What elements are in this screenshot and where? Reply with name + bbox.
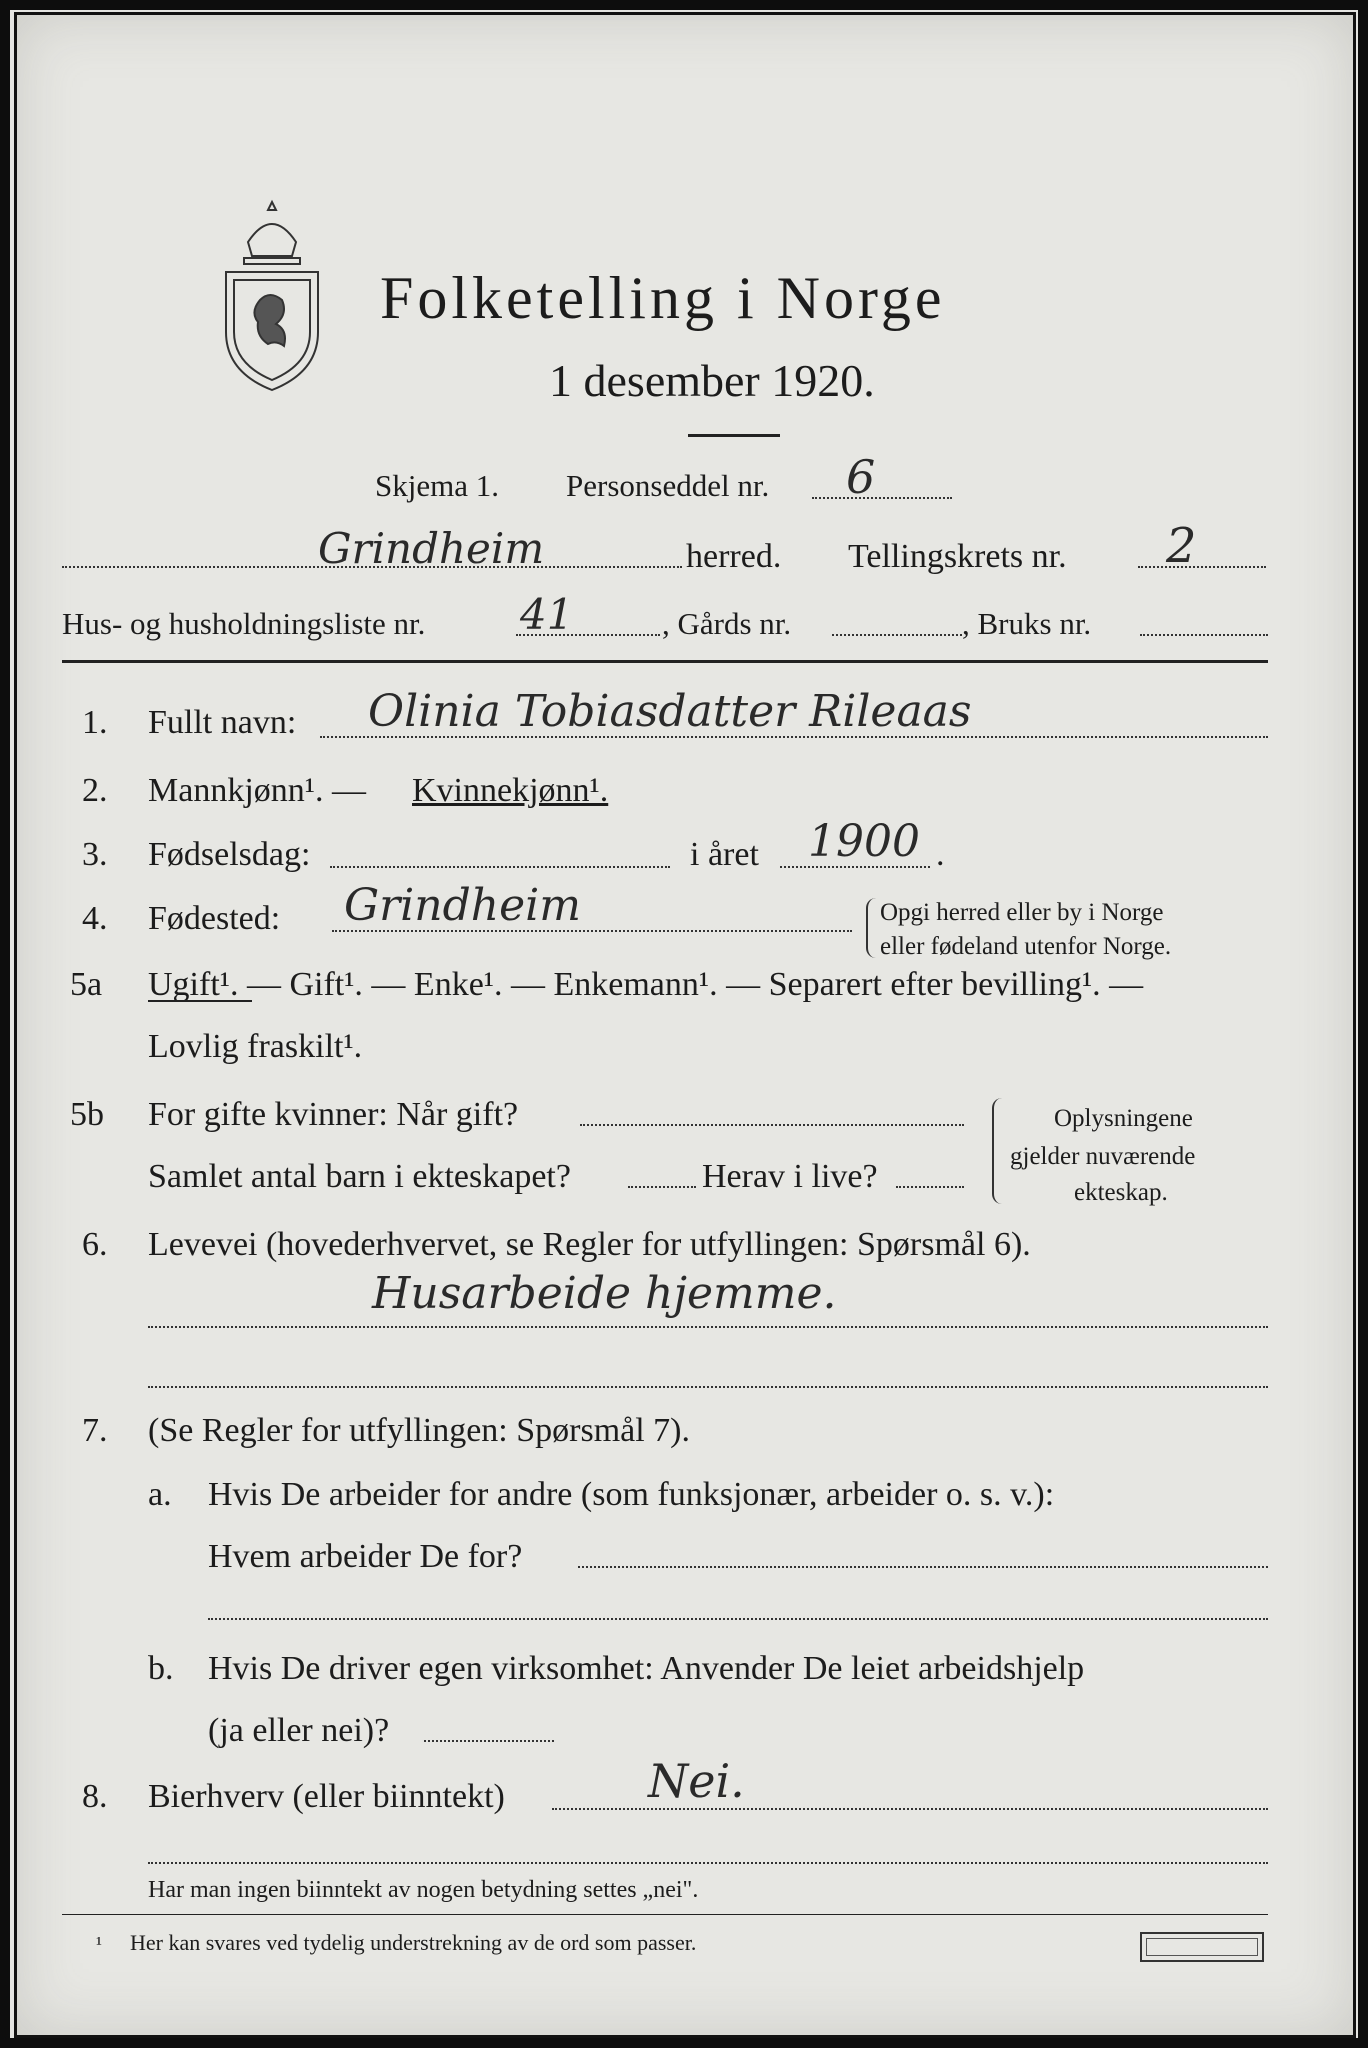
married-when-line <box>580 1124 964 1126</box>
q6-number: 6. <box>82 1226 108 1263</box>
schema-label: Skjema 1. <box>375 468 499 503</box>
q2-male-label: Mannkjønn¹. — <box>148 772 366 809</box>
employer-line-1 <box>578 1566 1268 1568</box>
q8-number: 8. <box>82 1778 108 1815</box>
q7b-line-1: Hvis De driver egen virksomhet: Anvender De leiet arbeidshjelp <box>208 1650 1085 1687</box>
occupation-line-1 <box>148 1326 1268 1328</box>
bruks-line <box>1140 634 1268 636</box>
q7a-employer-label: Hvem arbeider De for? <box>208 1538 523 1575</box>
header-divider <box>62 660 1268 663</box>
footer-divider <box>62 1914 1268 1915</box>
q7-label: (Se Regler for utfyllingen: Spørsmål 7). <box>148 1412 691 1449</box>
q3-end: . <box>936 836 945 873</box>
q5a-marital-options: Ugift¹. — Gift¹. — Enke¹. — Enkemann¹. — Separert efter bevilling¹. — <box>148 966 1144 1003</box>
children-line <box>628 1186 696 1188</box>
q7a-letter: a. <box>148 1476 172 1513</box>
ugift-underline <box>148 1000 252 1002</box>
gards-line <box>832 634 962 636</box>
q7a-line-1: Hvis De arbeider for andre (som funksjonær, arbeider o. s. v.): <box>208 1476 1055 1513</box>
q3-label: Fødselsdag: <box>148 836 311 873</box>
q5b-note-2: gjelder nuværende <box>1010 1143 1196 1170</box>
footnote-mark: ¹ <box>96 1933 102 1955</box>
birth-year-value[interactable]: 1900 <box>808 816 920 867</box>
herred-label: herred. <box>686 538 782 575</box>
q4-number: 4. <box>82 900 108 937</box>
q3-year-label: i året <box>690 836 759 873</box>
form-title: Folketelling i Norge <box>380 265 946 331</box>
q5a-number: 5a <box>70 966 103 1003</box>
q8-label: Bierhverv (eller biinntekt) <box>148 1778 505 1815</box>
bruks-label: , Bruks nr. <box>962 606 1092 641</box>
personseddel-value[interactable]: 6 <box>846 450 876 504</box>
printer-stamp <box>1140 1932 1264 1962</box>
q7-number: 7. <box>82 1412 108 1449</box>
norwegian-coat-of-arms-icon <box>214 196 330 396</box>
birthday-line <box>330 866 670 868</box>
q5b-bracket <box>992 1098 1004 1204</box>
alive-line <box>896 1186 964 1188</box>
occupation-value[interactable]: Husarbeide hjemme. <box>372 1268 837 1319</box>
q2-number: 2. <box>82 772 108 809</box>
occupation-line-2 <box>148 1386 1268 1388</box>
herred-value[interactable]: Grindheim <box>318 524 545 573</box>
tellingskrets-line <box>1138 566 1266 568</box>
q6-label: Levevei (hovederhvervet, se Regler for utfyllingen: Spørsmål 6). <box>148 1226 1031 1263</box>
full-name-value[interactable]: Olinia Tobiasdatter Rileaas <box>368 686 972 737</box>
q5a-divorced-option: Lovlig fraskilt¹. <box>148 1028 363 1065</box>
side-income-line-2 <box>148 1862 1268 1864</box>
side-income-value[interactable]: Nei. <box>648 1754 745 1808</box>
hire-line <box>424 1740 554 1742</box>
q4-label: Fødested: <box>148 900 281 937</box>
husholdning-label: Hus- og husholdningsliste nr. <box>62 606 426 641</box>
birthplace-value[interactable]: Grindheim <box>344 880 581 931</box>
title-divider <box>688 434 780 437</box>
personseddel-label: Personseddel nr. <box>566 468 770 503</box>
q5b-number: 5b <box>70 1096 104 1133</box>
q3-number: 3. <box>82 836 108 873</box>
census-date: 1 desember 1920. <box>549 355 875 406</box>
q5b-alive-label: Herav i live? <box>702 1158 878 1195</box>
q4-note-2: eller fødeland utenfor Norge. <box>880 933 1172 960</box>
q7b-hire-label: (ja eller nei)? <box>208 1712 390 1749</box>
q1-label: Fullt navn: <box>148 704 297 741</box>
q4-bracket <box>866 898 878 958</box>
tellingskrets-label: Tellingskrets nr. <box>848 538 1067 575</box>
personseddel-line <box>812 497 952 499</box>
q1-number: 1. <box>82 704 108 741</box>
gards-label: , Gårds nr. <box>662 606 792 641</box>
side-income-line-1 <box>552 1808 1268 1810</box>
q5b-note-3: ekteskap. <box>1074 1179 1168 1206</box>
employer-line-2 <box>208 1618 1268 1620</box>
footnote-text: Her kan svares ved tydelig understrekning av de ord som passer. <box>130 1930 697 1955</box>
tellingskrets-value[interactable]: 2 <box>1166 518 1197 574</box>
q2-female-label: Kvinnekjønn¹. <box>412 772 609 809</box>
q5b-children-label: Samlet antal barn i ekteskapet? <box>148 1158 571 1195</box>
q5b-married-when-label: For gifte kvinner: Når gift? <box>148 1096 519 1133</box>
husholdning-value[interactable]: 41 <box>520 590 574 639</box>
q5b-note-1: Oplysningene <box>1054 1105 1193 1132</box>
q7b-letter: b. <box>148 1650 174 1687</box>
q4-note-1: Opgi herred eller by i Norge <box>880 899 1164 926</box>
footer-note: Har man ingen biinntekt av nogen betydning settes „nei". <box>148 1877 699 1903</box>
